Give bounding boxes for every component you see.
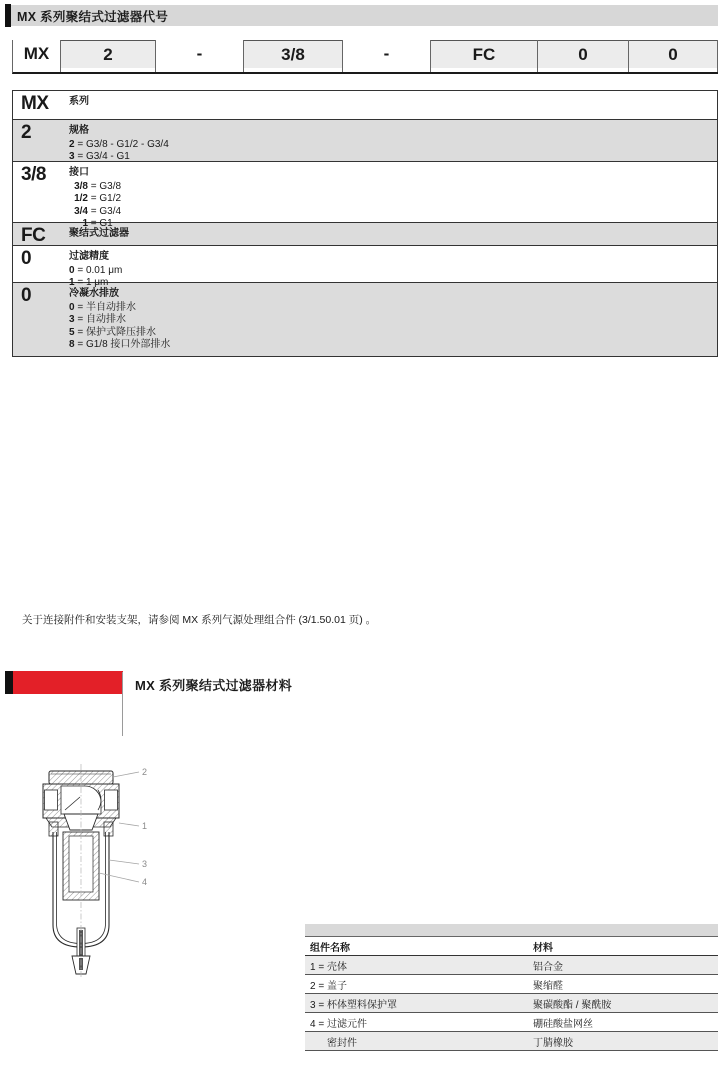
code-cell--: - <box>156 40 244 72</box>
ordering-code-title: MX 系列聚结式过滤器代号 <box>17 9 169 24</box>
code-cell-FC: FC <box>431 40 538 72</box>
material-value: 硼硅酸盐网丝 <box>533 1018 593 1030</box>
spec-option: 3 = G3/4 - G1 <box>69 151 130 162</box>
section-accent-red <box>13 671 123 694</box>
spec-option: 3/8 = G3/8 <box>74 180 122 192</box>
material-value: 聚缩醛 <box>533 980 563 992</box>
materials-table <box>305 924 718 1051</box>
code-cell-2: 2 <box>61 40 156 72</box>
code-cell-0: 0 <box>629 40 718 72</box>
filter-drawing-svg <box>36 760 168 982</box>
material-row <box>305 956 718 975</box>
spec-row-0 <box>13 283 717 356</box>
material-row <box>305 994 718 1013</box>
materials-col-header-material: 材料 <box>533 942 553 954</box>
spec-row-title: 规格 <box>69 125 89 136</box>
code-cell-3/8: 3/8 <box>244 40 343 72</box>
callout-1: 1 <box>142 821 148 831</box>
spec-row-title: 聚结式过滤器 <box>69 228 129 239</box>
material-component: 2 = 盖子 <box>310 980 347 992</box>
materials-rows <box>305 956 718 1051</box>
material-value: 丁腈橡胶 <box>533 1037 573 1049</box>
material-row <box>305 1013 718 1032</box>
material-component: 3 = 杯体塑料保护罩 <box>310 999 397 1011</box>
header-accent-bar <box>5 4 11 27</box>
spec-option: 3 = 自动排水 <box>69 314 126 325</box>
spec-row-3/8 <box>13 162 717 229</box>
spec-code-value: 0 <box>21 285 32 306</box>
callout-2: 2 <box>142 767 148 777</box>
filter-cross-section-drawing <box>36 760 168 982</box>
callout-3: 3 <box>142 859 148 869</box>
spec-option: 5 = 保护式降压排水 <box>69 326 156 338</box>
code-cell--: - <box>343 40 431 72</box>
spec-row-MX <box>13 91 717 120</box>
spec-option: 0 = 0.01 μm <box>69 264 123 276</box>
material-row <box>305 1032 718 1051</box>
materials-section-header <box>5 671 123 694</box>
spec-row-title: 系列 <box>69 96 89 107</box>
spec-option: 1 = G1 <box>82 218 113 229</box>
spec-row-title: 接口 <box>69 167 89 178</box>
spec-option: 0 = 半自动排水 <box>69 301 136 313</box>
callout-4: 4 <box>142 877 148 887</box>
materials-table-header-row <box>305 937 718 956</box>
spec-table <box>12 90 718 357</box>
spec-code-value: 2 <box>21 122 32 143</box>
material-component: 4 = 过滤元件 <box>310 1018 367 1030</box>
spec-code-value: 0 <box>21 248 32 269</box>
spec-option: 1/2 = G1/2 <box>74 193 122 204</box>
material-component: 1 = 壳体 <box>310 961 347 973</box>
accessories-note: 关于连接附件和安装支架，请参阅 MX 系列气源处理组合件 (3/1.50.01 页) 。 <box>22 614 377 626</box>
spec-option: 3/4 = G3/4 <box>74 205 122 217</box>
spec-option: 8 = G1/8 接口外部排水 <box>69 339 171 350</box>
spec-row-title: 冷凝水排放 <box>69 288 119 299</box>
material-row <box>305 975 718 994</box>
spec-option: 2 = G3/8 - G1/2 - G3/4 <box>69 138 169 150</box>
section-accent-black <box>5 671 13 694</box>
code-cell-MX: MX <box>13 40 61 72</box>
spec-row-2 <box>13 120 717 162</box>
materials-col-header-component: 组件名称 <box>310 942 350 954</box>
spec-code-value: MX <box>21 93 49 114</box>
code-cell-0: 0 <box>538 40 629 72</box>
code-row <box>12 40 718 74</box>
materials-section-title: MX 系列聚结式过滤器材料 <box>135 678 293 693</box>
spec-code-value: FC <box>21 225 46 246</box>
ordering-code-header <box>5 5 718 26</box>
spec-row-title: 过滤精度 <box>69 251 109 262</box>
section-tick-line <box>122 672 123 736</box>
material-component: 密封件 <box>327 1037 357 1049</box>
materials-table-top-strip <box>305 924 718 937</box>
spec-row-FC <box>13 223 717 246</box>
material-value: 铝合金 <box>533 961 563 973</box>
material-value: 聚碳酸酯 / 聚酰胺 <box>533 999 612 1011</box>
spec-code-value: 3/8 <box>21 164 46 185</box>
spec-row-0 <box>13 246 717 288</box>
spec-option: 1 = 1 μm <box>69 277 109 288</box>
